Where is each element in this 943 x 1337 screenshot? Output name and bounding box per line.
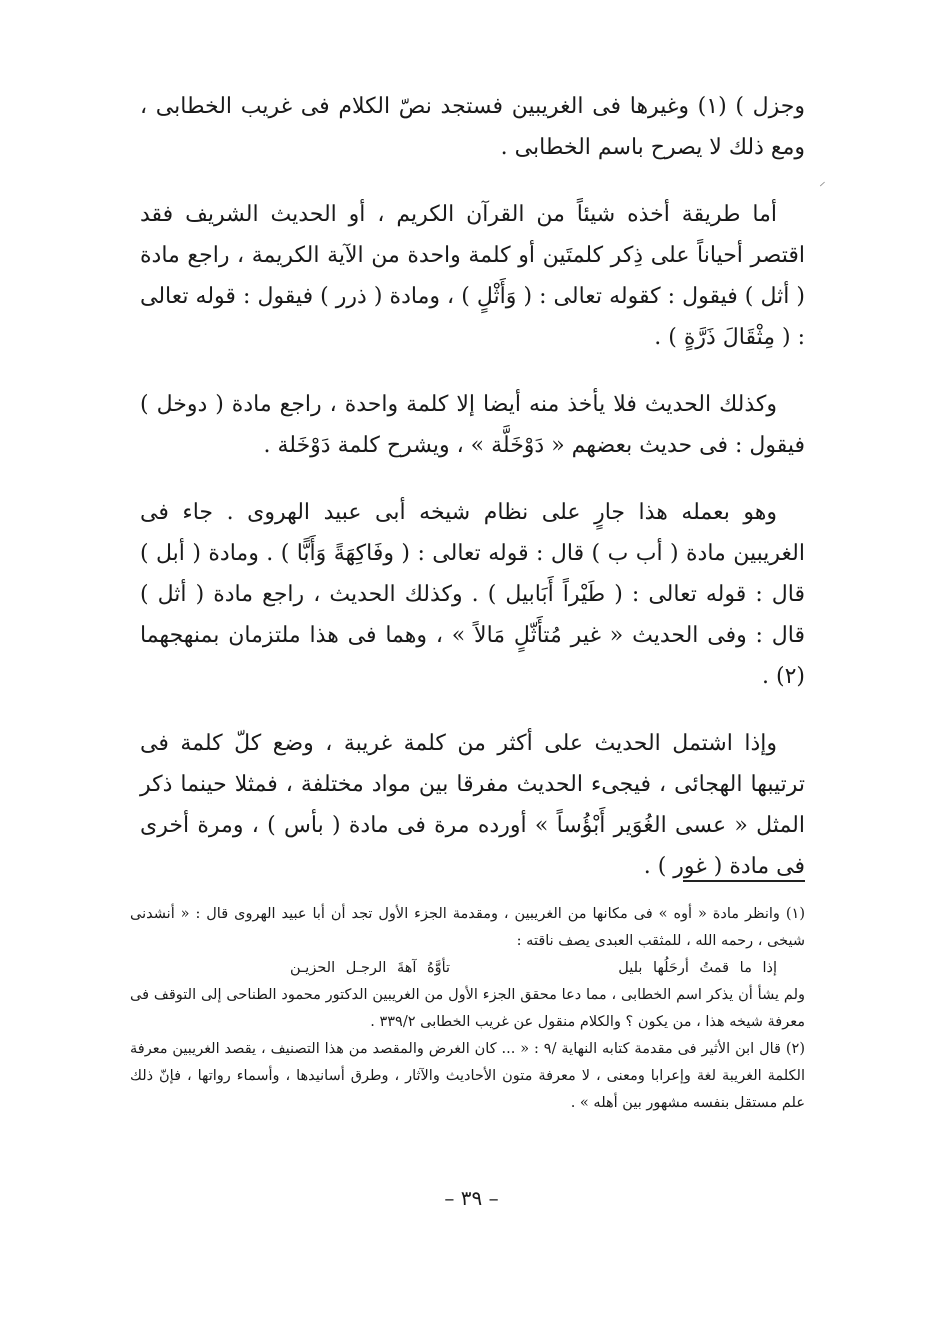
footnote-2-text: (٢) قال ابن الأثير فى مقدمة كتابه النهاية /٩ : « ... كان الغرض والمقصد من هذا التصنيف ، يقصد الغريبين معرفة الكلمة الغريبة لغة وإعرابا ومعنى ، لا معرفة متون الأحاديث والآثار ، وطرق أسانيدها ، وأسماء رواتها ، فإنّ ذلك علم مستقل بنفسه مشهور بين أهله » . (130, 1041, 806, 1111)
footnote-1-continuation: ولم يشأ أن يذكر اسم الخطابى ، مما دعا محقق الجزء الأول من الغريبين الدكتور محمود الطناحى إلى التوقف فى معرفة شيخه هذا ، من يكون ؟ والكلام منقول عن غريب الخطابى ٣٣٩/٢ . (130, 987, 805, 1030)
paragraph-2: أما طريقة أخذه شيئاً من القرآن الكريم ، أو الحديث الشريف فقد اقتصر أحياناً على ذِكر كلمتَين أو كلمة واحدة من الآية الكريمة ، راجع مادة ( أثل ) فيقول : كقوله تعالى : ( وَأَثْلٍ ) ، ومادة ( ذرر ) فيقول : قوله تعالى : ( مِثْقَالَ ذَرَّةٍ ) . (140, 202, 805, 350)
main-text (140, 86, 805, 913)
footnote-separator (683, 880, 805, 882)
footnotes (130, 901, 805, 1117)
footnote-1-text: (١) وانظر مادة « أوه » فى مكانها من الغريبين ، ومقدمة الجزء الأول تجد أن أبا عبيد الهروى قال : « أنشدنى شيخى ، رحمه الله ، للمثقب العبدى يصف ناقته : (130, 906, 805, 949)
verse-second-hemistich: تأوَّهُ آهةَ الرجـل الحزيـن (290, 960, 451, 976)
footnote-1-verse (130, 955, 805, 982)
page-number: – ٣٩ – (444, 1186, 499, 1210)
paragraph-3: وكذلك الحديث فلا يأخذ منه أيضا إلا كلمة واحدة ، راجع مادة ( دوخل ) فيقول : فى حديث بعضهم « دَوْخَلَّة » ، ويشرح كلمة دَوْخَلة . (140, 392, 805, 458)
paragraph-4: وهو بعمله هذا جارٍ على نظام شيخه أبى عبيد الهروى . جاء فى الغريبين مادة ( أب ب ) قال : قوله تعالى : ( وفَاكِهَةً وَأَبًّا ) . ومادة ( أبل ) قال : قوله تعالى : ( طَيْراً أَبَابيل ) . وكذلك الحديث ، راجع مادة ( أثل ) قال : وفى الحديث « غير مُتأَثّلٍ مَالاً » ، وهما فى هذا ملتزمان بمنهجهما (٢) . (140, 500, 805, 689)
paragraph-5: وإذا اشتمل الحديث على أكثر من كلمة غريبة ، وضع كلّ كلمة فى ترتيبها الهجائى ، فيجىء الحديث مفرقا بين مواد مختلفة ، فمثلا حينما ذكر المثل « عسى الغُوَير أَبْؤُساً » أورده مرة فى مادة ( بأس ) ، ومرة أخرى فى مادة ( غور ) . (140, 731, 805, 879)
verse-first-hemistich: إذا ما قمتُ أرحَلُها بليل (618, 960, 777, 976)
margin-mark: ᐟ (818, 180, 824, 195)
paragraph-1: وجزل ) (١) وغيرها فى الغريبين فستجد نصّ الكلام فى غريب الخطابى ، ومع ذلك لا يصرح باسم الخطابى . (140, 94, 805, 160)
